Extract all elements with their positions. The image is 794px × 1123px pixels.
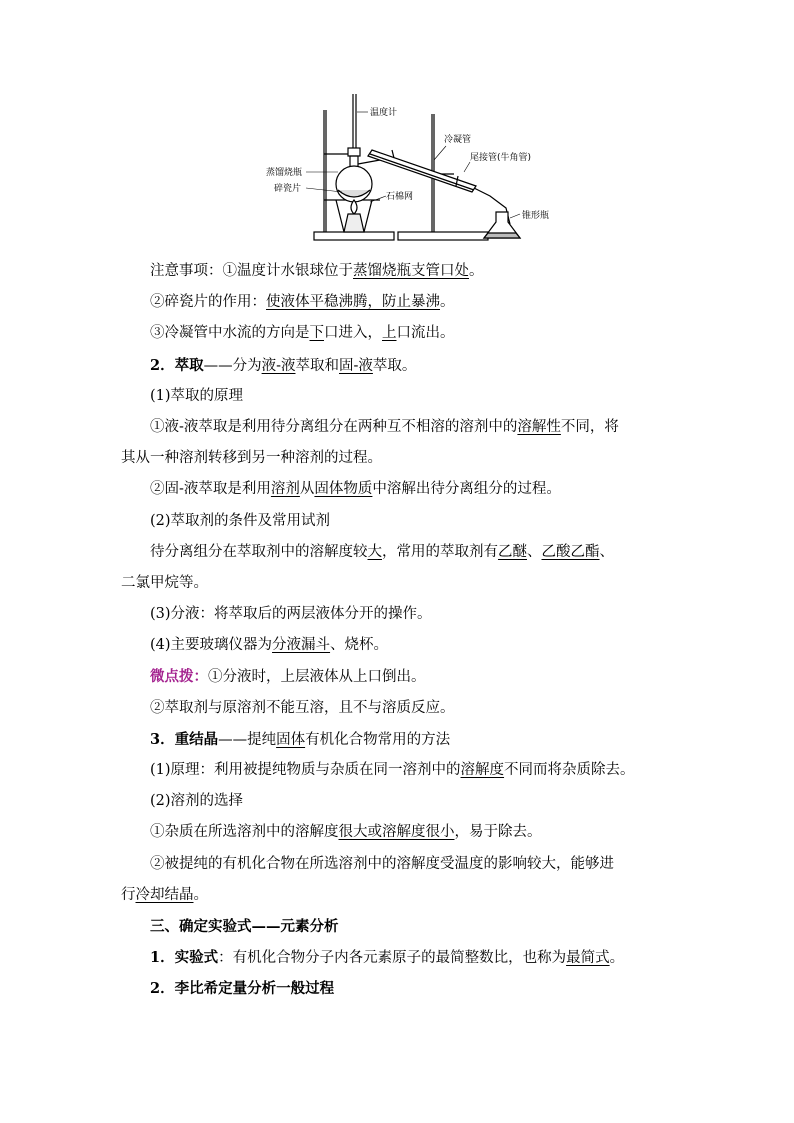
answer-underline: 乙醚 bbox=[498, 543, 527, 560]
label-condenser: 冷凝管 bbox=[444, 135, 472, 145]
tip-line2: ②萃取剂与原溶剂不能互溶，且不与溶质反应。 bbox=[150, 699, 455, 716]
answer-underline: 溶剂 bbox=[270, 481, 300, 498]
liquid-liquid-line1: ①液-液萃取是利用待分离组分在两种互不相溶的溶剂中的溶解性不同，将 bbox=[150, 418, 619, 435]
label-adapter: 尾接管(牛角管) bbox=[470, 153, 532, 163]
answer-underline: 固-液 bbox=[339, 357, 373, 374]
label-distilling-flask: 蒸馏烧瓶 bbox=[266, 168, 303, 178]
recryst-compound-line2: 行冷却结晶。 bbox=[121, 886, 208, 903]
answer-underline: 大 bbox=[367, 543, 382, 560]
recryst-solvent-title: (2)溶剂的选择 bbox=[150, 793, 244, 810]
agent-line2: 二氯甲烷等。 bbox=[121, 574, 208, 591]
answer-underline: 蒸馏烧瓶支管口处 bbox=[353, 263, 469, 279]
recryst-compound-line1: ②被提纯的有机化合物在所选溶剂中的溶解度受温度的影响较大，能够进 bbox=[150, 855, 614, 872]
document-body bbox=[121, 256, 677, 1005]
recryst-impurity: ①杂质在所选溶剂中的溶解度很大或溶解度很小，易于除去。 bbox=[150, 824, 542, 841]
right-stand-base bbox=[398, 232, 488, 240]
answer-underline: 固体物质 bbox=[314, 481, 373, 498]
tip-label: 微点拨： bbox=[150, 668, 208, 686]
answer-underline: 溶解性 bbox=[517, 418, 561, 435]
instrument-line: (4)主要玻璃仪器为分液漏斗、烧杯。 bbox=[150, 637, 389, 654]
answer-underline: 冷却结晶 bbox=[135, 886, 194, 903]
heading-extraction: 2．萃取——分为液-液萃取和固-液萃取。 bbox=[150, 356, 417, 374]
label-conical-flask: 锥形瓶 bbox=[522, 211, 550, 221]
answer-underline: 溶解度 bbox=[460, 762, 505, 778]
answer-underline: 下 bbox=[309, 325, 324, 342]
subheading-agent: (2)萃取剂的条件及常用试剂 bbox=[150, 512, 331, 529]
note-porcelain-chips: ②碎瓷片的作用：使液体平稳沸腾，防止暴沸。 bbox=[150, 294, 455, 311]
answer-underline: 上 bbox=[382, 325, 397, 342]
tip-line1: 微点拨：①分液时，上层液体从上口倒出。 bbox=[150, 668, 426, 686]
answer-underline: 乙酸乙酯 bbox=[541, 543, 600, 560]
label-asbestos-gauze: 石棉网 bbox=[386, 192, 414, 202]
heading-recrystallization: 3．重结晶——提纯固体有机化合物常用的方法 bbox=[150, 730, 451, 748]
liquid-liquid-line2: 其从一种溶剂转移到另一种溶剂的过程。 bbox=[121, 450, 382, 467]
separation-line: (3)分液：将萃取后的两层液体分开的操作。 bbox=[150, 606, 432, 623]
label-thermometer: 温度计 bbox=[370, 108, 398, 118]
empirical-formula-line: 1．实验式：有机化合物分子内各元素原子的最简整数比，也称为最简式。 bbox=[150, 949, 625, 967]
label-porcelain-chips: 碎瓷片 bbox=[274, 184, 302, 194]
note-water-flow: ③冷凝管中水流的方向是下口进入，上口流出。 bbox=[150, 325, 455, 342]
answer-underline: 使液体平稳沸腾，防止暴沸 bbox=[266, 294, 440, 311]
answer-underline: 分液漏斗 bbox=[272, 637, 331, 654]
section-three-title: 三、确定实验式——元素分析 bbox=[150, 917, 339, 935]
agent-line1: 待分离组分在萃取剂中的溶解度较大，常用的萃取剂有乙醚、乙酸乙酯、 bbox=[150, 543, 614, 560]
answer-underline: 固体 bbox=[276, 731, 306, 748]
answer-underline: 液-液 bbox=[261, 357, 296, 374]
answer-underline: 最简式 bbox=[566, 950, 610, 967]
solid-liquid-line: ②固-液萃取是利用溶剂从固体物质中溶解出待分离组分的过程。 bbox=[150, 481, 561, 498]
recryst-principle: (1)原理：利用被提纯物质与杂质在同一溶剂中的溶解度不同而将杂质除去。 bbox=[150, 762, 635, 778]
distillation-apparatus-figure bbox=[258, 92, 578, 244]
note-thermometer: 注意事项：①温度计水银球位于蒸馏烧瓶支管口处。 bbox=[150, 263, 484, 279]
liebig-analysis-title: 2．李比希定量分析一般过程 bbox=[150, 980, 335, 998]
answer-underline: 很大或溶解度很小 bbox=[338, 824, 455, 841]
left-stand-base bbox=[314, 232, 394, 240]
subheading-principle: (1)萃取的原理 bbox=[150, 387, 244, 404]
alcohol-lamp bbox=[344, 214, 364, 232]
